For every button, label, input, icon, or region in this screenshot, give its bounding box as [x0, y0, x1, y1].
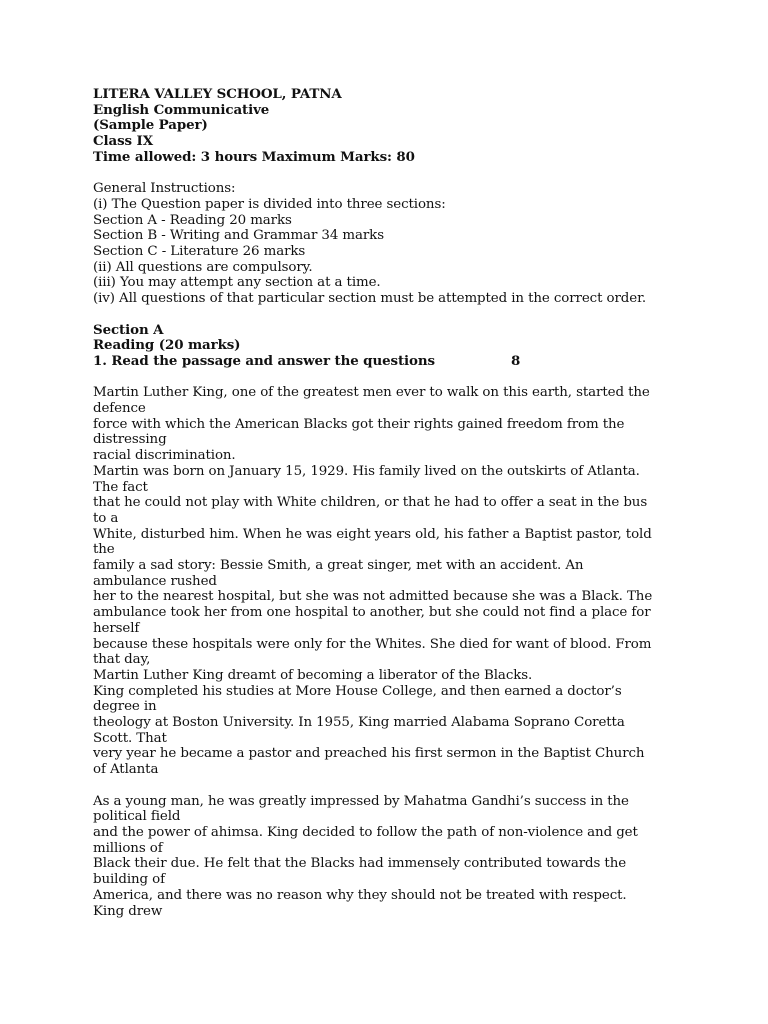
passage-line: the: [93, 542, 115, 558]
section-a-title: Section A: [93, 321, 164, 338]
instruction-line: (iii) You may attempt any section at a time.: [93, 275, 381, 291]
instruction-line: Section C - Literature 26 marks: [93, 244, 306, 260]
passage-line: King drew: [93, 903, 163, 919]
passage-line: that day,: [93, 652, 151, 668]
passage-line: As a young man, he was greatly impressed by Mahatma Gandhi’s success in the: [93, 793, 629, 809]
passage-line: ambulance rushed: [93, 573, 217, 589]
spacer: [93, 307, 693, 323]
passage-line: very year he became a pastor and preached his first sermon in the Baptist Church: [93, 746, 645, 762]
question-1-line: [93, 354, 693, 370]
time-and-marks: Time allowed: 3 hours Maximum Marks: 80: [93, 148, 415, 165]
passage-line: degree in: [93, 699, 157, 715]
passage-line: ambulance took her from one hospital to another, but she could not find a place for: [93, 605, 651, 621]
passage-line: herself: [93, 620, 140, 636]
document-content: [93, 87, 693, 919]
passage-line: Martin Luther King dreamt of becoming a liberator of the Blacks.: [93, 667, 533, 683]
instruction-line: (ii) All questions are compulsory.: [93, 259, 313, 275]
passage-line: to a: [93, 510, 119, 526]
school-name: LITERA VALLEY SCHOOL, PATNA: [93, 86, 342, 102]
passage-line: The fact: [93, 479, 148, 495]
passage-paragraph-2: [93, 794, 693, 920]
section-a-subtitle: Reading (20 marks): [93, 337, 241, 354]
passage-line: millions of: [93, 840, 163, 856]
passage-line: America, and there was no reason why they should not be treated with respect.: [93, 887, 627, 903]
passage-line: that he could not play with White children, or that he had to offer a seat in the bus: [93, 495, 648, 511]
paper-type: (Sample Paper): [93, 117, 208, 134]
instruction-line: (iv) All questions of that particular section must be attempted in the correct order.: [93, 291, 647, 307]
instructions-title: General Instructions:: [93, 181, 236, 197]
passage-line: White, disturbed him. When he was eight years old, his father a Baptist pastor, told: [93, 526, 652, 542]
passage-paragraph-1: [93, 385, 693, 778]
passage-line: Martin Luther King, one of the greatest men ever to walk on this earth, started the: [93, 385, 650, 401]
passage-line: of Atlanta: [93, 762, 159, 778]
instruction-line: Section B - Writing and Grammar 34 marks: [93, 228, 384, 244]
passage-line: distressing: [93, 432, 167, 448]
instruction-line: (i) The Question paper is divided into three sections:: [93, 196, 446, 212]
passage-line: building of: [93, 872, 165, 888]
passage-line: Martin was born on January 15, 1929. His family lived on the outskirts of Atlanta.: [93, 463, 640, 479]
spacer: [93, 166, 693, 182]
question-1-text: 1. Read the passage and answer the questions: [93, 352, 435, 369]
passage-line: defence: [93, 401, 146, 417]
passage-line: Black their due. He felt that the Blacks had immensely contributed towards the: [93, 856, 627, 872]
passage-line: political field: [93, 809, 181, 825]
passage-line: and the power of ahimsa. King decided to follow the path of non-violence and get: [93, 824, 638, 840]
passage-line: force with which the American Blacks got their rights gained freedom from the: [93, 416, 625, 432]
question-1-marks: 8: [511, 352, 521, 369]
passage-line: her to the nearest hospital, but she was not admitted because she was a Black. The: [93, 589, 653, 605]
instructions-list: [93, 197, 693, 307]
spacer: [93, 370, 693, 386]
passage-line: theology at Boston University. In 1955, King married Alabama Soprano Coretta: [93, 715, 625, 731]
passage-line: Scott. That: [93, 730, 167, 746]
passage-line: racial discrimination.: [93, 448, 236, 464]
passage-line: King completed his studies at More House College, and then earned a doctor’s: [93, 683, 622, 699]
spacer: [93, 778, 693, 794]
passage-line: family a sad story: Bessie Smith, a great singer, met with an accident. An: [93, 558, 584, 574]
class-label: Class IX: [93, 133, 154, 150]
passage-line: because these hospitals were only for the Whites. She died for want of blood. From: [93, 636, 652, 652]
subject-title: English Communicative: [93, 101, 270, 118]
instruction-line: Section A - Reading 20 marks: [93, 212, 292, 228]
